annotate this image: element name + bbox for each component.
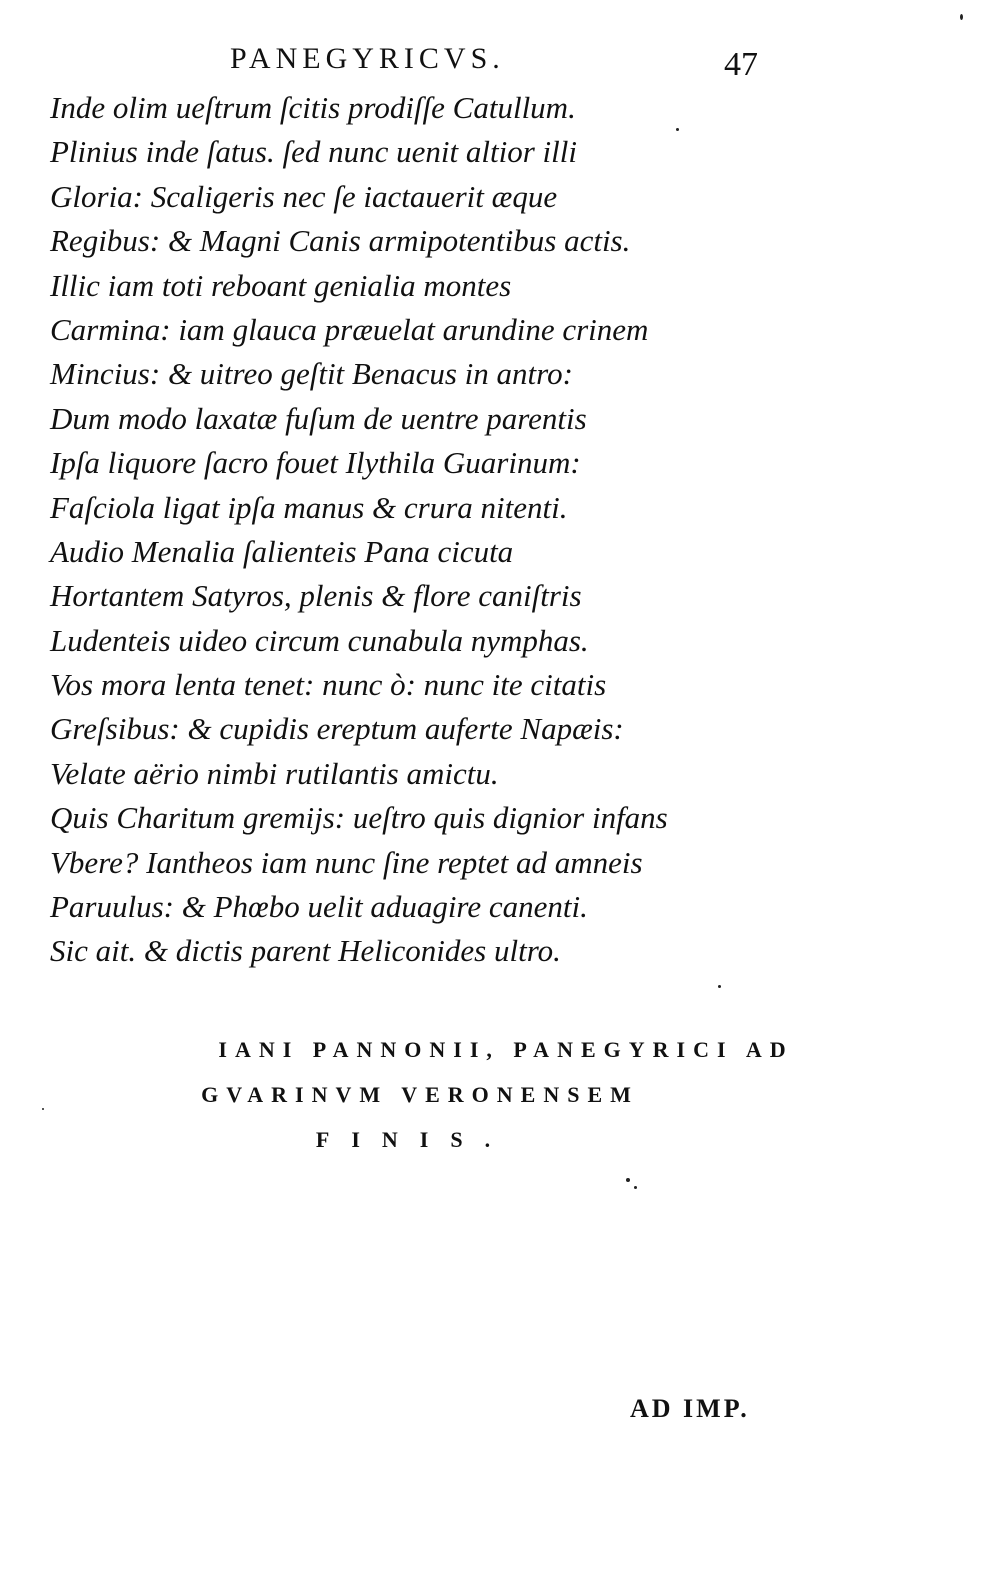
ink-speck [626, 1178, 630, 1182]
colophon-line-1: IANI PANNONII, PANEGYRICI AD [218, 1037, 794, 1062]
verse-line: Inde olim ueſtrum ſcitis prodiſſe Catullum. [50, 90, 576, 125]
verse-block [50, 86, 770, 974]
colophon-line-2: GVARINVM VERONENSEM [201, 1082, 639, 1107]
verse-line: Dum modo laxatæ fuſum de uentre parentis [50, 400, 587, 436]
verse-line: Regibus: & Magni Canis armipotentibus actis. [50, 223, 631, 259]
verse-line: Velate aërio nimbi rutilantis amictu. [50, 755, 499, 791]
verse-line: Sic ait. & dictis parent Heliconides ultro. [50, 933, 561, 969]
verse-line: Illic iam toti reboant genialia montes [50, 267, 512, 303]
verse-line: Audio Menalia ſalienteis Pana cicuta [50, 533, 514, 569]
verse-line: Ludenteis uideo circum cunabula nymphas. [50, 622, 589, 658]
verse-line: Paruulus: & Phœbo uelit aduagire canenti. [50, 889, 588, 925]
verse-line: Greſsibus: & cupidis ereptum auferte Napæis: [50, 711, 624, 747]
verse-line: Vos mora lenta tenet: nunc ò: nunc ite citatis [50, 667, 607, 703]
verse-line: Hortantem Satyros, plenis & flore caniſtris [50, 578, 582, 614]
page-number: 47 [724, 46, 758, 83]
ink-speck [634, 1186, 637, 1189]
verse-line: Quis Charitum gremijs: ueſtro quis dignior infans [50, 800, 668, 836]
verse-line: Carmina: iam glauca præuelat arundine crinem [50, 311, 649, 347]
verse-line: Plinius inde ſatus. ſed nunc uenit altior illi [50, 134, 577, 170]
running-title: PANEGYRICVS. [230, 42, 505, 75]
ink-speck [718, 985, 721, 988]
verse-line: Vbere? Iantheos iam nunc ſine reptet ad amneis [50, 844, 643, 880]
catchword: AD IMP. [630, 1394, 750, 1423]
verse-line: Gloria: Scaligeris nec ſe iactauerit æque [50, 178, 558, 214]
verse-line: Mincius: & uitreo geſtit Benacus in antro: [50, 356, 573, 392]
ink-speck [42, 1108, 44, 1110]
colophon-finis: FINIS. [315, 1127, 513, 1152]
verse-line: Faſciola ligat ipſa manus & crura nitenti. [50, 489, 568, 525]
verse-line: Ipſa liquore ſacro fouet Ilythila Guarinum: [50, 445, 581, 481]
ink-speck [960, 14, 963, 20]
ink-speck [676, 128, 679, 131]
